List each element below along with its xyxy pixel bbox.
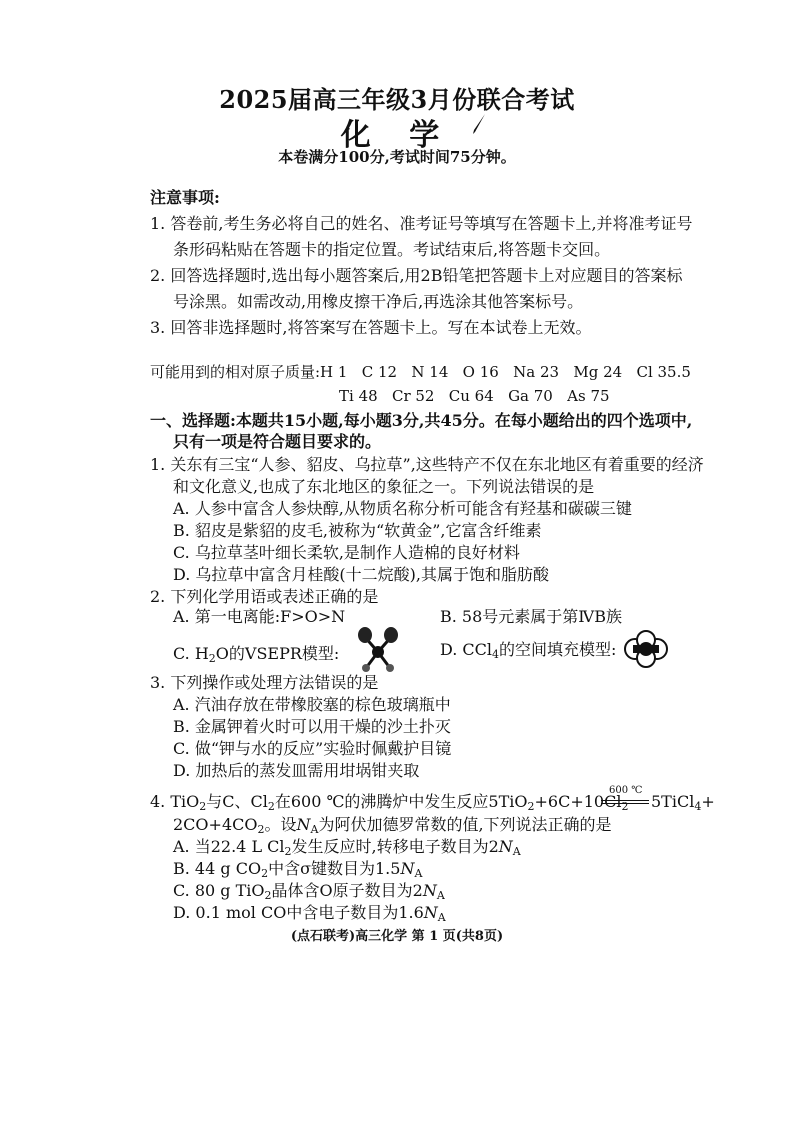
vsepr-model-icon bbox=[354, 626, 402, 676]
question-stem: $2CO+4CO_2$。设$N_A$为阿伏加德罗常数的值,下列说法正确的是 bbox=[173, 815, 612, 836]
space-filling-model-icon bbox=[623, 630, 669, 668]
note-item: 2. 回答选择题时,选出每小题答案后,用2B铅笔把答题卡上对应题目的答案标 bbox=[150, 266, 683, 285]
option-a: A. 第一电离能:F>O>N bbox=[173, 607, 346, 626]
option-a: A. 汽油存放在带橡胶塞的棕色玻璃瓶中 bbox=[173, 695, 451, 714]
note-item: 1. 答卷前,考生务必将自己的姓名、准考证号等填写在答题卡上,并将准考证号 bbox=[150, 214, 693, 233]
reaction-arrow bbox=[601, 803, 649, 804]
atomic-masses-line: 可能用到的相对原子质量:H 1 C 12 N 14 O 16 Na 23 Mg 24 Cl 35.5 bbox=[150, 363, 691, 381]
atomic-masses-line: Ti 48 Cr 52 Cu 64 Ga 70 As 75 bbox=[339, 387, 610, 405]
question-stem: 和文化意义,也成了东北地区的象征之一。下列说法错误的是 bbox=[173, 477, 595, 496]
question-stem: 3. 下列操作或处理方法错误的是 bbox=[150, 673, 379, 692]
option-c: C. 乌拉草茎叶细长柔软,是制作人造棉的良好材料 bbox=[173, 543, 520, 562]
reaction-arrow bbox=[601, 800, 649, 801]
page-footer: (点石联考)高三化学 第 1 页(共8页) bbox=[290, 929, 504, 944]
question-stem: 5TiCl$_4$+ bbox=[651, 792, 715, 813]
question-stem: 4. TiO$_2$与C、$Cl_2$在600 ℃的沸腾炉中发生反应$5TiO_2+6C+10Cl_2$ bbox=[150, 792, 629, 813]
option-b: B. 44 g $CO_2$中含σ键数目为$1.5N_A$ bbox=[173, 859, 423, 880]
option-a: A. 当22.4 L $Cl_2$发生反应时,转移电子数目为$2N_A$ bbox=[173, 837, 521, 858]
option-d: D. 加热后的蒸发皿需用坩埚钳夹取 bbox=[173, 761, 420, 780]
pen-mark-icon bbox=[471, 113, 487, 135]
note-item: 3. 回答非选择题时,将答案写在答题卡上。写在本试卷上无效。 bbox=[150, 318, 592, 337]
question-stem: 2. 下列化学用语或表述正确的是 bbox=[150, 587, 379, 606]
reaction-condition: 600 ℃ bbox=[609, 785, 643, 796]
note-item: 号涂黑。如需改动,用橡皮擦干净后,再选涂其他答案标号。 bbox=[173, 292, 584, 311]
exam-title: 2025届高三年级3月份联合考试 bbox=[219, 85, 575, 114]
option-d: D. 乌拉草中富含月桂酸(十二烷酸),其属于饱和脂肪酸 bbox=[173, 565, 550, 584]
notes-heading: 注意事项: bbox=[150, 188, 220, 207]
option-c: C. 80 g TiO$_2$晶体含O原子数目为$2N_A$ bbox=[173, 881, 445, 902]
option-a: A. 人参中富含人参炔醇,从物质名称分析可能含有羟基和碳碳三键 bbox=[173, 499, 632, 518]
option-b: B. 貂皮是紫貂的皮毛,被称为“软黄金”,它富含纤维素 bbox=[173, 521, 542, 540]
section-heading: 只有一项是符合题目要求的。 bbox=[173, 432, 382, 451]
option-d: D. 0.1 mol CO中含电子数目为$1.6N_A$ bbox=[173, 903, 446, 924]
option-b: B. 58号元素属于第ⅣB族 bbox=[440, 607, 623, 626]
option-c: C. $H_2O$的VSEPR模型: bbox=[173, 644, 340, 665]
note-item: 条形码粘贴在答题卡的指定位置。考试结束后,将答题卡交回。 bbox=[173, 240, 611, 259]
subject-title: 化 学 bbox=[340, 118, 454, 153]
option-c: C. 做“钾与水的反应”实验时佩戴护目镜 bbox=[173, 739, 452, 758]
question-stem: 1. 关东有三宝“人参、貂皮、乌拉草”,这些特产不仅在东北地区有着重要的经济 bbox=[150, 455, 704, 474]
section-heading: 一、选择题:本题共15小题,每小题3分,共45分。在每小题给出的四个选项中, bbox=[150, 411, 693, 430]
score-info: 本卷满分100分,考试时间75分钟。 bbox=[278, 148, 516, 166]
option-b: B. 金属钾着火时可以用干燥的沙土扑灭 bbox=[173, 717, 451, 736]
option-d: D. CCl$_4$的空间填充模型: bbox=[440, 640, 617, 661]
